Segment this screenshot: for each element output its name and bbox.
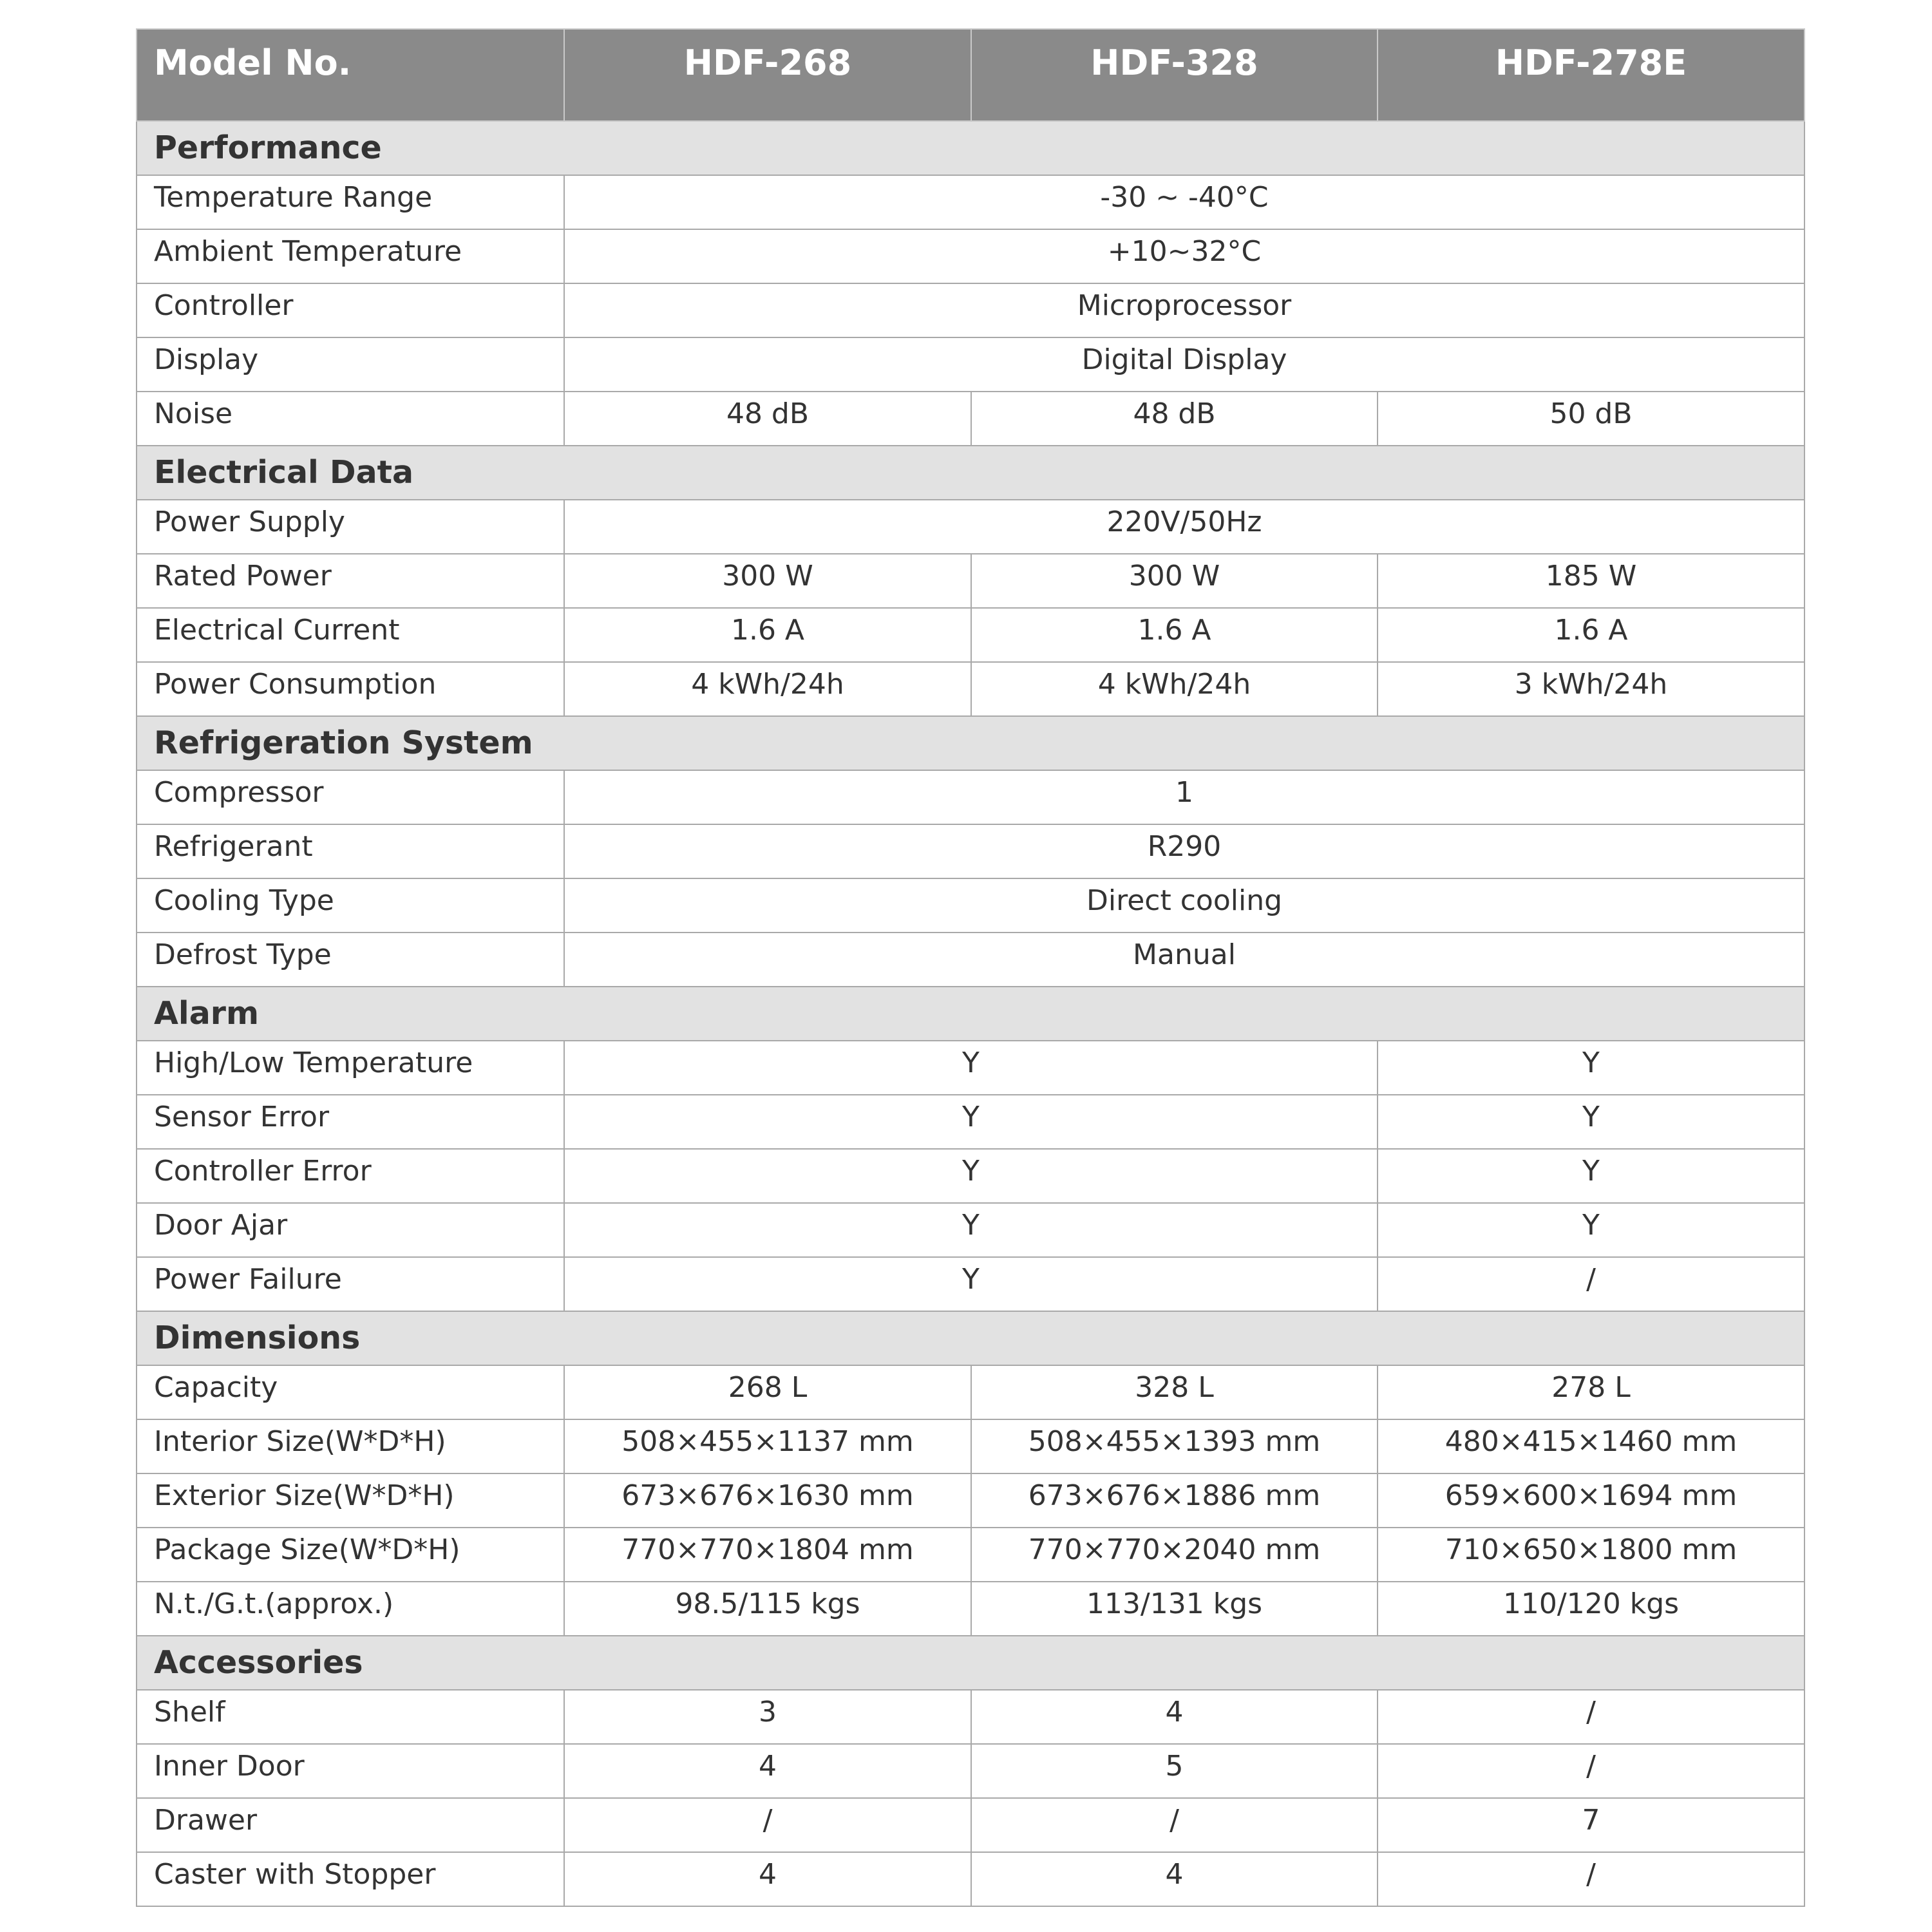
row-label: Cooling Type bbox=[137, 878, 564, 933]
row-label: Drawer bbox=[137, 1798, 564, 1852]
table-row bbox=[137, 283, 1804, 337]
table-row bbox=[137, 824, 1804, 878]
table-row bbox=[137, 1473, 1804, 1528]
row-label: Interior Size(W*D*H) bbox=[137, 1419, 564, 1473]
row-value: 480×415×1460 mm bbox=[1378, 1419, 1804, 1473]
table-row bbox=[137, 933, 1804, 987]
table-row bbox=[137, 1852, 1804, 1906]
row-value: 4 kWh/24h bbox=[564, 662, 971, 716]
row-value: Y bbox=[1378, 1203, 1804, 1257]
row-value: Y bbox=[564, 1257, 1378, 1311]
row-value: 1.6 A bbox=[564, 608, 971, 662]
table-row bbox=[137, 1582, 1804, 1636]
row-label: Caster with Stopper bbox=[137, 1852, 564, 1906]
row-label: Power Consumption bbox=[137, 662, 564, 716]
table-row bbox=[137, 337, 1804, 392]
section-row bbox=[137, 446, 1804, 500]
table-row bbox=[137, 175, 1804, 229]
table-row bbox=[137, 878, 1804, 933]
row-label: Sensor Error bbox=[137, 1095, 564, 1149]
table-row bbox=[137, 608, 1804, 662]
row-value: 7 bbox=[1378, 1798, 1804, 1852]
row-label: Compressor bbox=[137, 770, 564, 824]
section-title: Dimensions bbox=[137, 1311, 1804, 1365]
section-row bbox=[137, 987, 1804, 1041]
row-value: R290 bbox=[564, 824, 1804, 878]
table-row bbox=[137, 1744, 1804, 1798]
row-value: 4 bbox=[971, 1852, 1378, 1906]
table-row bbox=[137, 1798, 1804, 1852]
row-value: Y bbox=[1378, 1149, 1804, 1203]
row-label: Rated Power bbox=[137, 554, 564, 608]
header-model-hdf-278e: HDF-278E bbox=[1378, 29, 1804, 121]
row-value: Digital Display bbox=[564, 337, 1804, 392]
section-row bbox=[137, 121, 1804, 175]
section-title: Alarm bbox=[137, 987, 1804, 1041]
row-value: 98.5/115 kgs bbox=[564, 1582, 971, 1636]
row-value: / bbox=[1378, 1690, 1804, 1744]
row-value: Microprocessor bbox=[564, 283, 1804, 337]
table-row bbox=[137, 662, 1804, 716]
row-value: / bbox=[971, 1798, 1378, 1852]
header-model-hdf-268: HDF-268 bbox=[564, 29, 971, 121]
row-value: 48 dB bbox=[971, 392, 1378, 446]
table-row bbox=[137, 1257, 1804, 1311]
row-value: 48 dB bbox=[564, 392, 971, 446]
row-value: Manual bbox=[564, 933, 1804, 987]
row-value: 673×676×1630 mm bbox=[564, 1473, 971, 1528]
row-value: 220V/50Hz bbox=[564, 500, 1804, 554]
section-row bbox=[137, 716, 1804, 770]
row-value: 268 L bbox=[564, 1365, 971, 1419]
row-label: Ambient Temperature bbox=[137, 229, 564, 283]
row-value: 3 bbox=[564, 1690, 971, 1744]
row-value: Y bbox=[564, 1095, 1378, 1149]
row-value: 185 W bbox=[1378, 554, 1804, 608]
row-label: Temperature Range bbox=[137, 175, 564, 229]
row-value: 3 kWh/24h bbox=[1378, 662, 1804, 716]
header-model-label: Model No. bbox=[137, 29, 564, 121]
section-title: Electrical Data bbox=[137, 446, 1804, 500]
row-value: 113/131 kgs bbox=[971, 1582, 1378, 1636]
row-label: Exterior Size(W*D*H) bbox=[137, 1473, 564, 1528]
row-value: 710×650×1800 mm bbox=[1378, 1528, 1804, 1582]
spec-table bbox=[136, 28, 1805, 1907]
table-row bbox=[137, 392, 1804, 446]
row-value: 770×770×2040 mm bbox=[971, 1528, 1378, 1582]
table-row bbox=[137, 1528, 1804, 1582]
row-value: +10~32°C bbox=[564, 229, 1804, 283]
table-row bbox=[137, 500, 1804, 554]
row-value: 508×455×1137 mm bbox=[564, 1419, 971, 1473]
spec-body bbox=[137, 121, 1804, 1906]
row-label: Defrost Type bbox=[137, 933, 564, 987]
table-row bbox=[137, 1419, 1804, 1473]
section-title: Refrigeration System bbox=[137, 716, 1804, 770]
row-value: 278 L bbox=[1378, 1365, 1804, 1419]
row-label: Capacity bbox=[137, 1365, 564, 1419]
section-row bbox=[137, 1636, 1804, 1690]
row-value: Y bbox=[1378, 1041, 1804, 1095]
row-value: 50 dB bbox=[1378, 392, 1804, 446]
row-value: 770×770×1804 mm bbox=[564, 1528, 971, 1582]
row-value: 1.6 A bbox=[971, 608, 1378, 662]
row-label: N.t./G.t.(approx.) bbox=[137, 1582, 564, 1636]
row-label: Door Ajar bbox=[137, 1203, 564, 1257]
row-label: Electrical Current bbox=[137, 608, 564, 662]
row-value: 110/120 kgs bbox=[1378, 1582, 1804, 1636]
row-label: Controller Error bbox=[137, 1149, 564, 1203]
table-row bbox=[137, 1041, 1804, 1095]
section-title: Performance bbox=[137, 121, 1804, 175]
row-value: 300 W bbox=[971, 554, 1378, 608]
row-value: 4 bbox=[971, 1690, 1378, 1744]
row-value: Y bbox=[564, 1149, 1378, 1203]
section-title: Accessories bbox=[137, 1636, 1804, 1690]
row-value: / bbox=[1378, 1852, 1804, 1906]
row-value: -30 ~ -40°C bbox=[564, 175, 1804, 229]
table-row bbox=[137, 1365, 1804, 1419]
row-value: 300 W bbox=[564, 554, 971, 608]
section-row bbox=[137, 1311, 1804, 1365]
row-value: 659×600×1694 mm bbox=[1378, 1473, 1804, 1528]
header-row bbox=[137, 29, 1804, 121]
row-value: / bbox=[564, 1798, 971, 1852]
row-value: Direct cooling bbox=[564, 878, 1804, 933]
row-value: 508×455×1393 mm bbox=[971, 1419, 1378, 1473]
row-label: Display bbox=[137, 337, 564, 392]
row-label: High/Low Temperature bbox=[137, 1041, 564, 1095]
header-model-hdf-328: HDF-328 bbox=[971, 29, 1378, 121]
row-value: / bbox=[1378, 1744, 1804, 1798]
row-label: Shelf bbox=[137, 1690, 564, 1744]
row-label: Noise bbox=[137, 392, 564, 446]
row-label: Controller bbox=[137, 283, 564, 337]
row-value: 673×676×1886 mm bbox=[971, 1473, 1378, 1528]
row-value: 4 bbox=[564, 1744, 971, 1798]
table-row bbox=[137, 229, 1804, 283]
row-label: Refrigerant bbox=[137, 824, 564, 878]
table-row bbox=[137, 554, 1804, 608]
row-value: 4 kWh/24h bbox=[971, 662, 1378, 716]
table-row bbox=[137, 1690, 1804, 1744]
row-value: Y bbox=[564, 1203, 1378, 1257]
row-label: Inner Door bbox=[137, 1744, 564, 1798]
table-row bbox=[137, 1095, 1804, 1149]
row-value: 328 L bbox=[971, 1365, 1378, 1419]
row-value: 1 bbox=[564, 770, 1804, 824]
table-row bbox=[137, 1149, 1804, 1203]
row-value: 5 bbox=[971, 1744, 1378, 1798]
row-value: 4 bbox=[564, 1852, 971, 1906]
row-value: Y bbox=[1378, 1095, 1804, 1149]
row-label: Package Size(W*D*H) bbox=[137, 1528, 564, 1582]
table-row bbox=[137, 770, 1804, 824]
row-value: 1.6 A bbox=[1378, 608, 1804, 662]
row-value: / bbox=[1378, 1257, 1804, 1311]
row-value: Y bbox=[564, 1041, 1378, 1095]
row-label: Power Failure bbox=[137, 1257, 564, 1311]
table-row bbox=[137, 1203, 1804, 1257]
row-label: Power Supply bbox=[137, 500, 564, 554]
